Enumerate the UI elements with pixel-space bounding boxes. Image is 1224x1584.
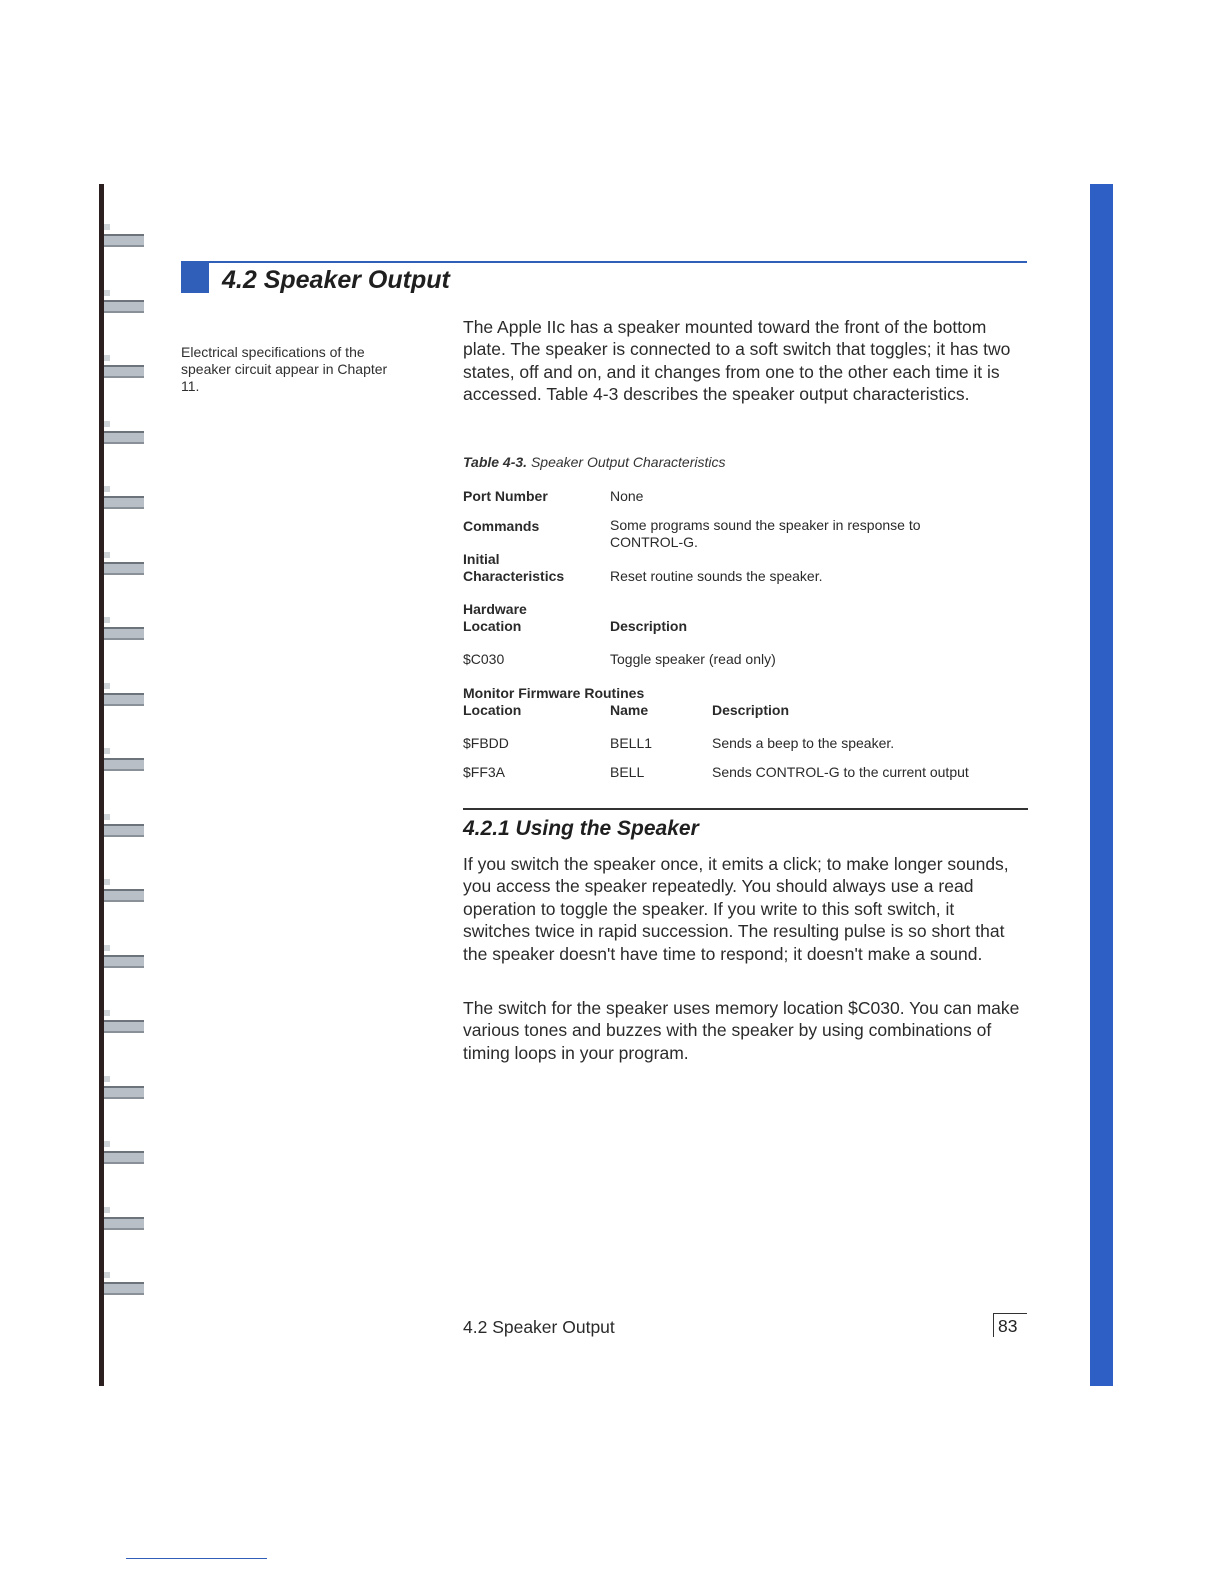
- binding-ring: [104, 1010, 146, 1038]
- page-number: 83: [993, 1313, 1017, 1337]
- binding-ring: [104, 290, 146, 318]
- footnote-rule: [126, 1558, 267, 1559]
- table-caption-label: Table 4-3.: [463, 454, 528, 470]
- commands-value-line2: CONTROL-G.: [610, 534, 698, 550]
- commands-label: Commands: [463, 518, 540, 534]
- subsection-paragraph-2: The switch for the speaker uses memory location $C030. You can make various tones and buzzes with the speaker by using combinations of timing loops in your program.: [463, 998, 1020, 1063]
- binding-ring: [104, 552, 146, 580]
- binding-ring: [104, 683, 146, 711]
- monitor-header-line1: Monitor Firmware Routines: [463, 685, 645, 701]
- section-rule: [181, 261, 1027, 263]
- hardware-row-location: $C030: [463, 651, 505, 667]
- monitor-row-location: $FF3A: [463, 764, 506, 780]
- intro-paragraph: The Apple IIc has a speaker mounted toward the front of the bottom plate. The speaker is connected to a soft switch that toggles; it has two states, off and on, and it changes from one to the other each time it is accessed. Table 4-3 describes the speaker output characteristics.: [463, 317, 1011, 405]
- binding-ring: [104, 421, 146, 449]
- binding-ring: [104, 748, 146, 776]
- binding-ring: [104, 814, 146, 842]
- binding-ring: [104, 1207, 146, 1235]
- margin-note: Electrical specifications of the speaker circuit appear in Chapter 11.: [181, 344, 388, 394]
- monitor-desc-header: Description: [712, 702, 790, 718]
- hardware-row-description: Toggle speaker (read only): [610, 651, 776, 667]
- binding-ring: [104, 879, 146, 907]
- binding-ring: [104, 355, 146, 383]
- hardware-header-line2: Location: [463, 618, 522, 634]
- chapter-tab: [1090, 184, 1113, 1386]
- monitor-name-header: Name: [610, 702, 649, 718]
- monitor-loc-header: Location: [463, 702, 522, 718]
- port-number-value: None: [610, 488, 644, 504]
- subsection-rule: [463, 808, 1028, 810]
- subsection-title: 4.2.1 Using the Speaker: [463, 817, 699, 840]
- binding-ring: [104, 1076, 146, 1104]
- monitor-row-description: Sends CONTROL-G to the current output: [712, 764, 969, 780]
- table-caption: [463, 454, 725, 470]
- table-caption-title: Speaker Output Characteristics: [530, 454, 726, 470]
- port-number-label: Port Number: [463, 488, 548, 504]
- monitor-row-location: $FBDD: [463, 735, 509, 751]
- binding-ring: [104, 617, 146, 645]
- binding-ring: [104, 945, 146, 973]
- subsection-paragraph-1: If you switch the speaker once, it emits a click; to make longer sounds, you access the speaker repeatedly. You should always use a read operation to toggle the speaker. If you write to this soft switch, it switches twice in rapid succession. The resulting pulse is so short that the speaker doesn't have time to respond; it doesn't make a sound.: [463, 854, 1009, 964]
- monitor-row-name: BELL1: [610, 735, 653, 751]
- initial-value: Reset routine sounds the speaker.: [610, 568, 823, 584]
- section-marker-square: [181, 263, 209, 293]
- binding-ring: [104, 1272, 146, 1300]
- hardware-header-line1: Hardware: [463, 601, 527, 617]
- section-title: 4.2 Speaker Output: [222, 266, 450, 294]
- binding-ring: [104, 1141, 146, 1169]
- monitor-row-name: BELL: [610, 764, 645, 780]
- footer-section-title: 4.2 Speaker Output: [463, 1317, 615, 1337]
- monitor-row-description: Sends a beep to the speaker.: [712, 735, 895, 751]
- commands-value-line1: Some programs sound the speaker in response to: [610, 517, 921, 533]
- initial-label-line1: Initial: [463, 551, 500, 567]
- initial-label-line2: Characteristics: [463, 568, 565, 584]
- binding-ring: [104, 224, 146, 252]
- hardware-desc-header: Description: [610, 618, 688, 634]
- binding-ring: [104, 486, 146, 514]
